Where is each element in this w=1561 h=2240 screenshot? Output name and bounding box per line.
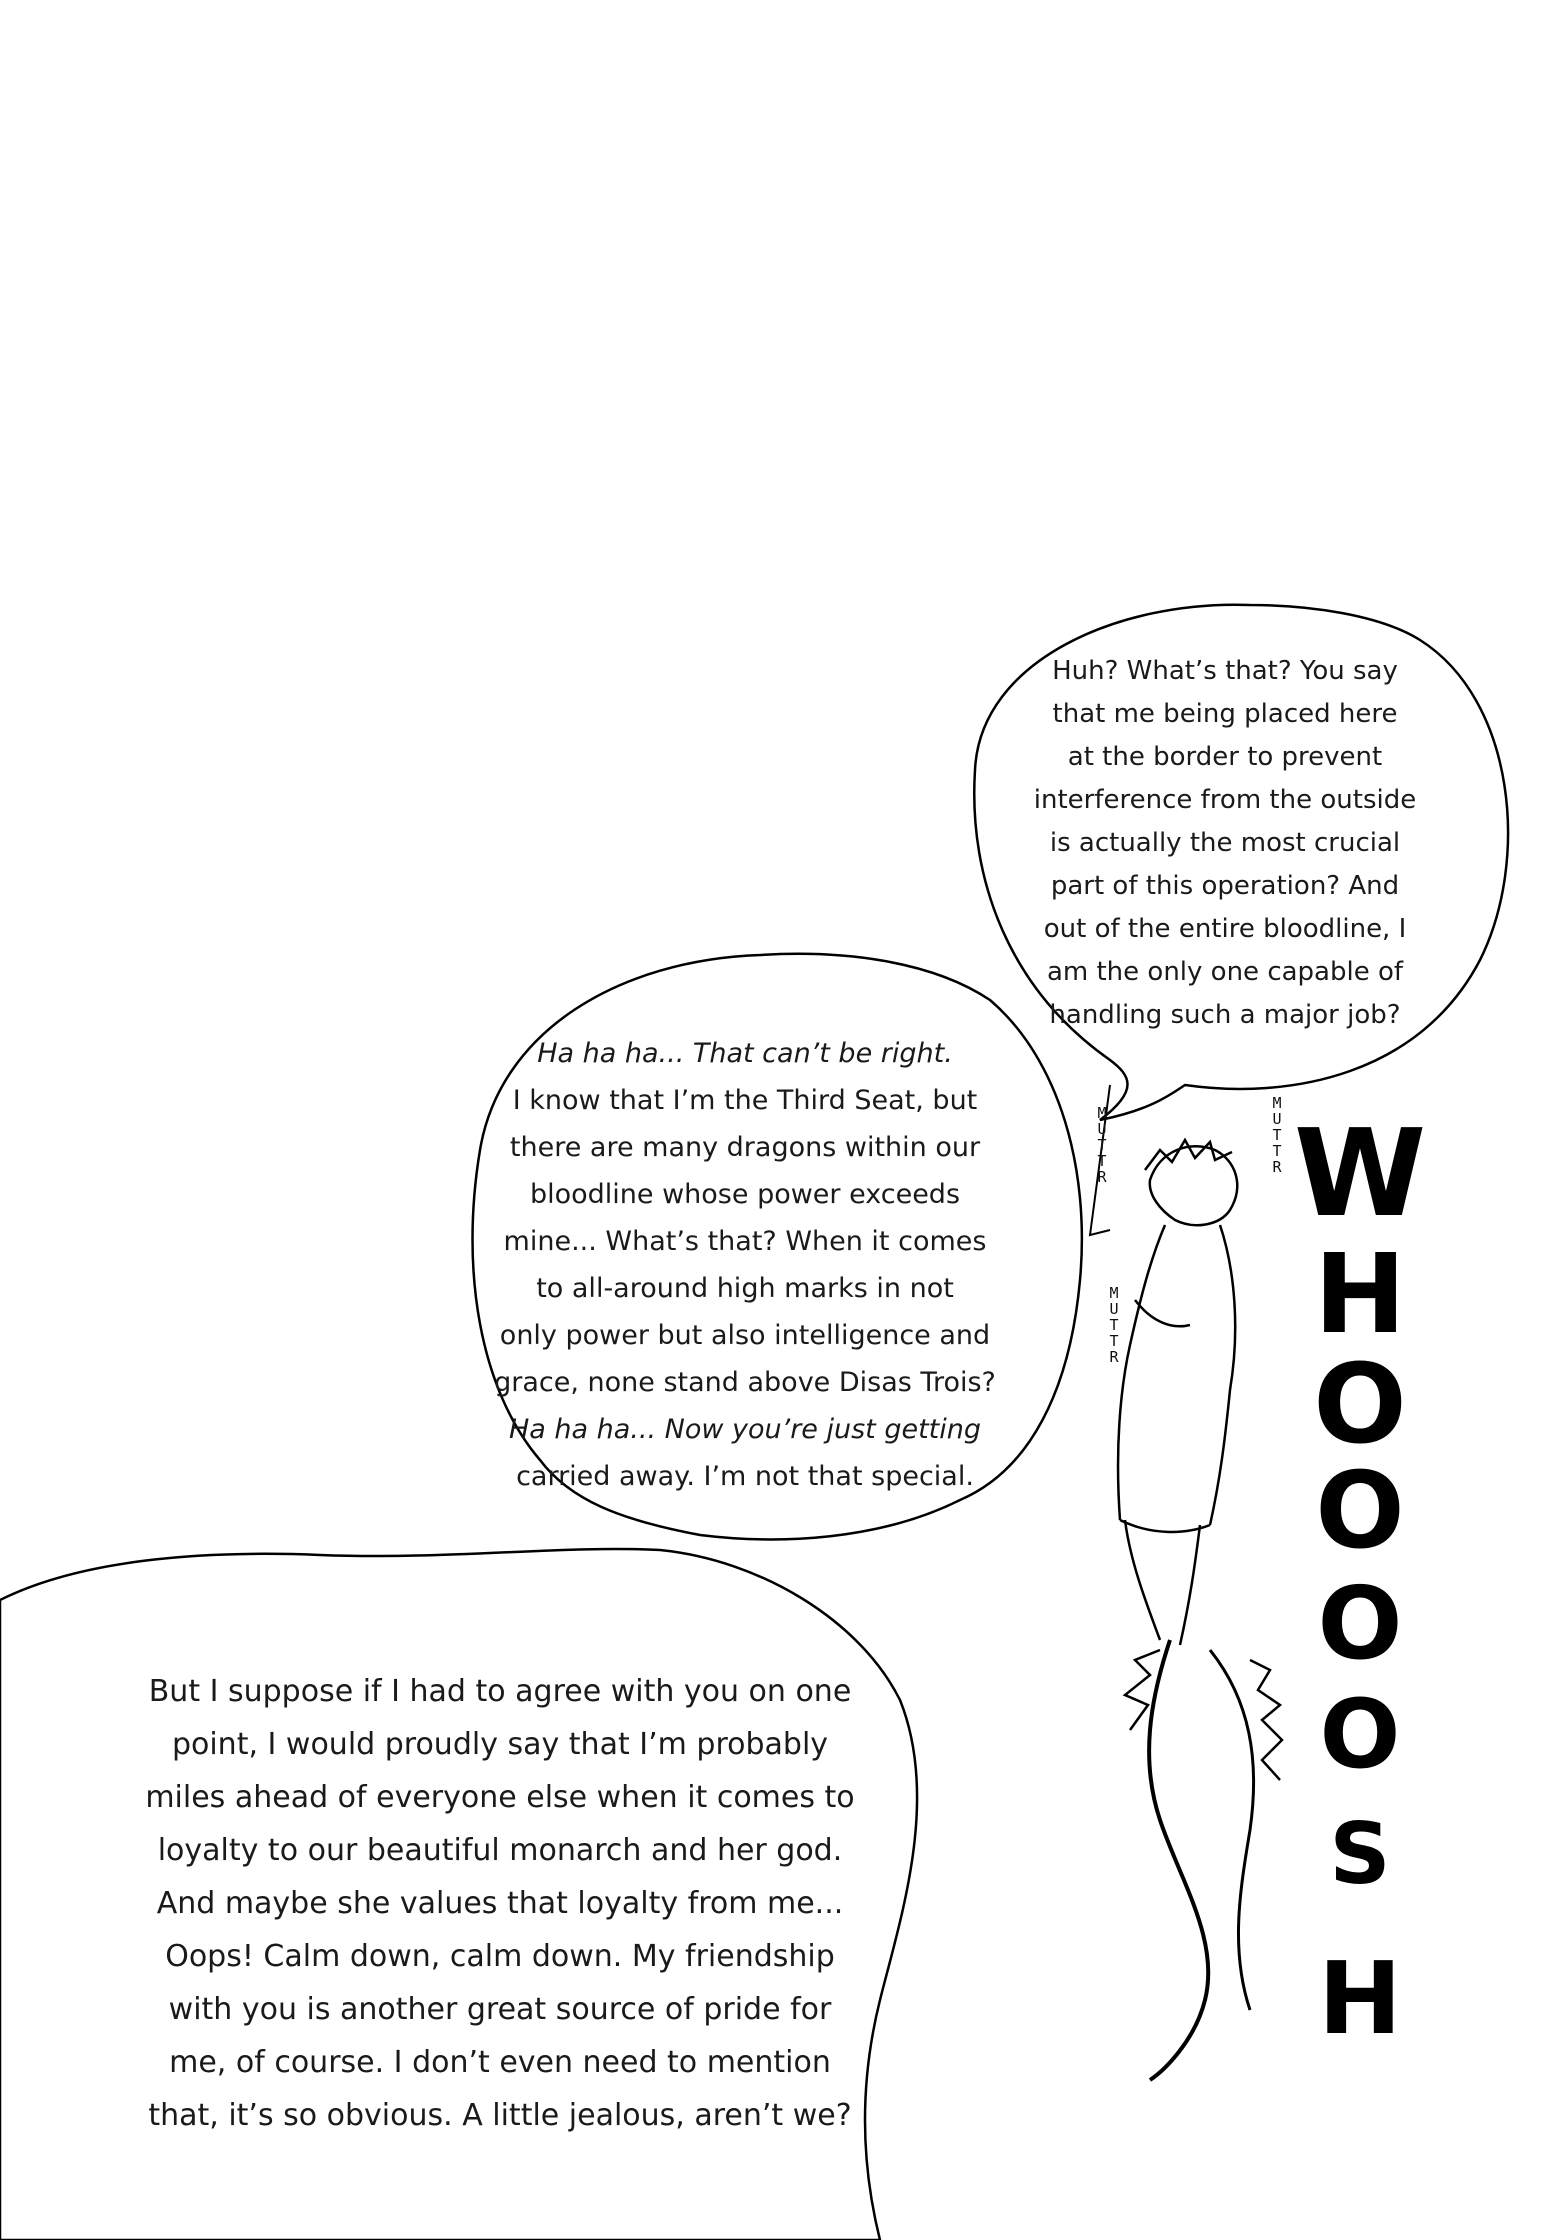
bubble-line: me, of course. I don’t even need to mention — [169, 2045, 831, 2080]
bubble-line: with you is another great source of pride for — [168, 1992, 832, 2027]
bubble-line: Huh? What’s that? You say — [1052, 656, 1398, 686]
mutter-sfx-2: MUTTR — [1272, 1094, 1282, 1176]
bubble-line: bloodline whose power exceeds — [529, 1179, 961, 1210]
bubble-line: am the only one capable of — [1046, 957, 1404, 987]
bubble-line: loyalty to our beautiful monarch and her god. — [157, 1833, 843, 1868]
whoosh-letter: O — [1317, 1565, 1403, 1682]
whoosh-letter: O — [1313, 1340, 1407, 1468]
whoosh-letter: H — [1318, 1940, 1402, 2057]
character-figure — [1118, 1140, 1282, 2080]
bubble-line: Ha ha ha... That can’t be right. — [537, 1038, 953, 1069]
bubble-line: mine... What’s that? When it comes — [503, 1226, 987, 1257]
mutter-sfx-1: MUTTR — [1097, 1104, 1107, 1186]
whoosh-letter: H — [1313, 1230, 1407, 1358]
bubble-line: that, it’s so obvious. A little jealous, aren’t we? — [148, 2098, 852, 2133]
speech-bubble-bottom-text — [130, 1665, 870, 2142]
bubble-line: point, I would proudly say that I’m probably — [171, 1727, 829, 1762]
speech-bubble-top-right-text — [1020, 650, 1430, 1037]
bubble-line: And maybe she values that loyalty from me... — [156, 1886, 844, 1921]
bubble-line: out of the entire bloodline, I — [1043, 914, 1407, 944]
bubble-line: handling such a major job? — [1049, 1000, 1401, 1030]
whoosh-letter: O — [1315, 1450, 1405, 1572]
whoosh-letter: S — [1329, 1805, 1391, 1904]
bubble-line: Oops! Calm down, calm down. My friendship — [165, 1939, 835, 1974]
bubble-line: at the border to prevent — [1067, 742, 1383, 772]
speech-bubble-middle-text — [490, 1030, 1000, 1500]
bubble-line: Ha ha ha... Now you’re just getting — [508, 1414, 982, 1445]
bubble-line: I know that I’m the Third Seat, but — [512, 1085, 978, 1116]
bubble-line: But I suppose if I had to agree with you on one — [148, 1674, 852, 1709]
bubble-line: only power but also intelligence and — [499, 1320, 991, 1351]
bubble-line: grace, none stand above Disas Trois? — [494, 1367, 996, 1398]
bubble-line: interference from the outside — [1033, 785, 1417, 815]
bubble-line: carried away. I’m not that special. — [516, 1461, 974, 1492]
whoosh-letter: O — [1319, 1680, 1401, 1790]
bubble-line: miles ahead of everyone else when it comes to — [145, 1780, 855, 1815]
mutter-sfx-3: MUTTR — [1109, 1284, 1119, 1366]
bubble-line: part of this operation? And — [1050, 871, 1400, 901]
bubble-line: is actually the most crucial — [1049, 828, 1401, 858]
whoosh-sfx — [1285, 1105, 1435, 2105]
bubble-line: to all-around high marks in not — [536, 1273, 954, 1304]
bubble-line: there are many dragons within our — [509, 1132, 981, 1163]
whoosh-letter: W — [1293, 1105, 1427, 1244]
bubble-line: that me being placed here — [1052, 699, 1398, 729]
